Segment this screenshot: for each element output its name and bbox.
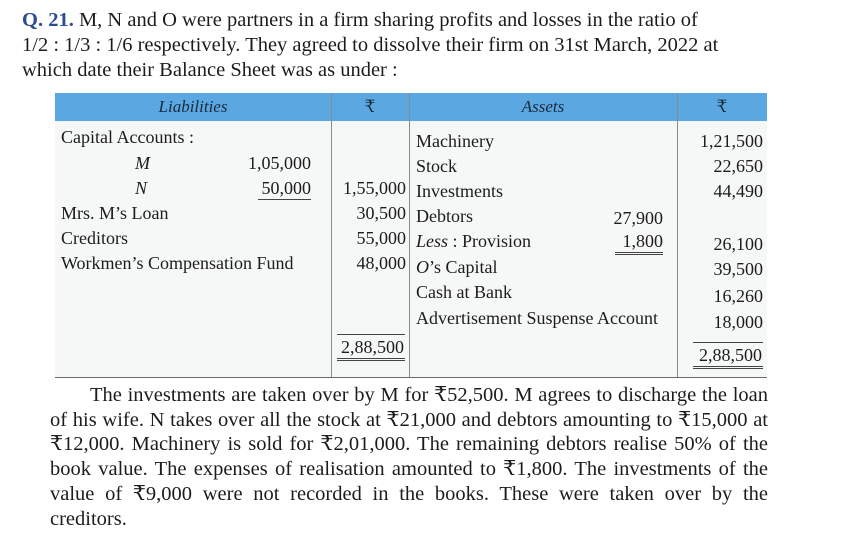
net-debtors-value: 26,100: [713, 234, 763, 254]
creditors-label: Creditors: [61, 228, 128, 248]
machinery-label: Machinery: [416, 131, 494, 151]
question-text: [22, 8, 822, 83]
investments-value: 44,490: [713, 181, 763, 201]
partner-n-label: N: [135, 178, 148, 198]
machinery-value: 1,21,500: [700, 131, 763, 151]
investments-label: Investments: [416, 181, 503, 201]
partner-m-label: M: [135, 153, 150, 173]
provision-value: 1,800: [615, 230, 663, 255]
advertisement-value: 18,000: [713, 312, 763, 332]
question-line-2: 1/2 : 1/3 : 1/6 respectively. They agreed to dissolve their firm on 31st March, 2022 at: [22, 34, 719, 56]
header-liabilities-amount: ₹: [364, 97, 376, 116]
debtors-value: 27,900: [613, 208, 663, 228]
question-line-3: which date their Balance Sheet was as under :: [22, 59, 398, 81]
advertisement-label: Advertisement Suspense Account: [416, 308, 658, 328]
header-assets-amount: ₹: [716, 97, 728, 116]
stock-value: 22,650: [713, 156, 763, 176]
column-divider: [409, 93, 410, 377]
paragraph-line: of his wife. N takes over all the stock at ₹21,000 and debtors amounting to ₹15,000 at: [50, 408, 768, 431]
question-number: Q. 21.: [22, 9, 74, 31]
mrs-m-loan-label: Mrs. M’s Loan: [61, 203, 169, 223]
cash-at-bank-label: Cash at Bank: [416, 282, 512, 302]
o-capital-value: 39,500: [713, 259, 763, 279]
question-line-1: [22, 8, 822, 33]
less-provision-label: Less : Provision: [416, 231, 532, 251]
paragraph-line: value of ₹9,000 were not recorded in the books. These were taken over by the: [50, 482, 768, 505]
wcf-value: 48,000: [356, 253, 406, 273]
debtors-label: Debtors: [416, 206, 473, 226]
question-line-1-text: M, N and O were partners in a firm sharing profits and losses in the ratio of: [78, 9, 698, 31]
partner-n-capital: 50,000: [258, 177, 311, 200]
balance-sheet-table: [55, 93, 767, 378]
column-divider: [331, 93, 332, 377]
creditors-value: 55,000: [356, 228, 406, 248]
partner-m-capital: 1,05,000: [248, 153, 311, 173]
balance-sheet-header: [55, 93, 767, 121]
assets-total: 2,88,500: [693, 342, 763, 369]
header-liabilities: Liabilities: [158, 97, 228, 116]
paragraph-line: The investments are taken over by M for ₹52,500. M agrees to discharge the loan: [90, 384, 768, 406]
header-assets: Assets: [521, 97, 565, 116]
capital-accounts-label: Capital Accounts :: [61, 127, 194, 147]
paragraph-line: ₹12,000. Machinery is sold for ₹2,01,000. The remaining debtors realise 50% of the: [50, 433, 768, 456]
capital-total: 1,55,000: [343, 178, 406, 198]
stock-label: Stock: [416, 156, 458, 176]
column-divider: [677, 93, 678, 377]
problem-paragraph: [50, 383, 768, 531]
wcf-label: Workmen’s Compensation Fund: [61, 253, 294, 273]
cash-at-bank-value: 16,260: [713, 286, 763, 306]
paragraph-line: creditors.: [50, 507, 127, 530]
o-capital-label: O’s Capital: [416, 257, 498, 277]
paragraph-line: book value. The expenses of realisation amounted to ₹1,800. The investments of the: [50, 458, 768, 481]
mrs-m-loan-value: 30,500: [356, 203, 406, 223]
liabilities-total: 2,88,500: [337, 334, 405, 361]
